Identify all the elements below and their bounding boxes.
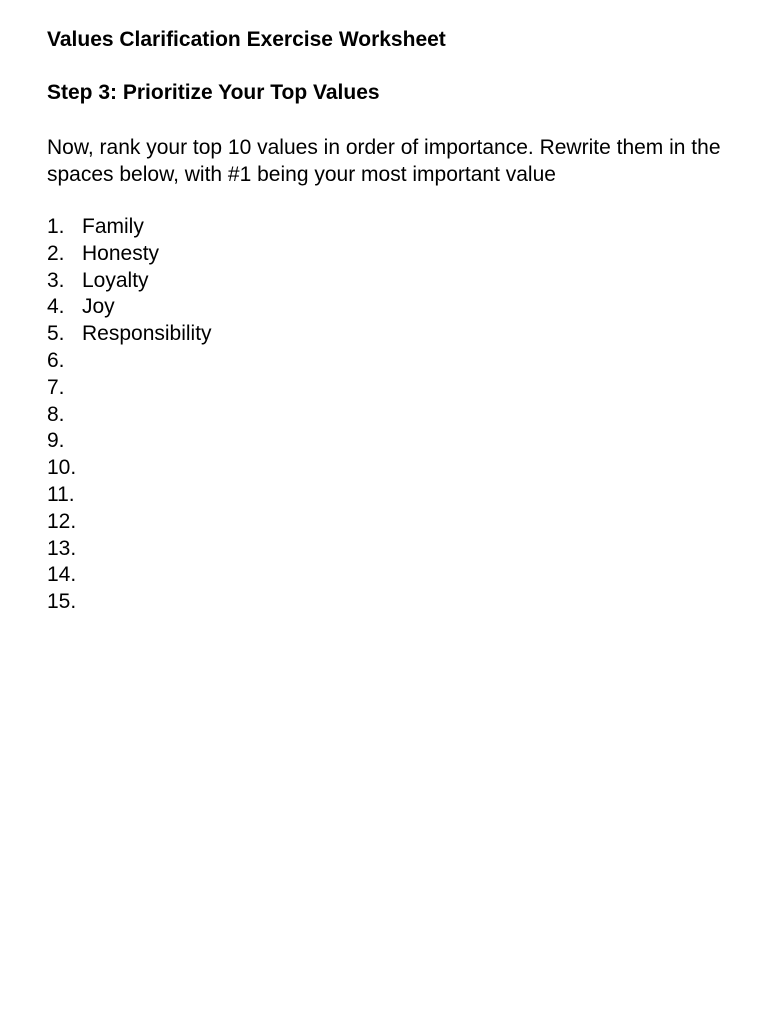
document-title: Values Clarification Exercise Worksheet bbox=[47, 28, 446, 51]
rank-number: 7. bbox=[47, 375, 65, 399]
list-item bbox=[47, 294, 212, 321]
rank-number: 3. bbox=[47, 268, 65, 292]
list-item bbox=[47, 562, 212, 589]
rank-value: Responsibility bbox=[82, 322, 212, 346]
list-item bbox=[47, 214, 212, 241]
rank-number: 13. bbox=[47, 536, 77, 560]
list-item bbox=[47, 482, 212, 509]
rank-number: 4. bbox=[47, 295, 65, 319]
rank-number: 5. bbox=[47, 322, 65, 346]
ranked-values-list bbox=[47, 214, 212, 616]
list-item bbox=[47, 375, 212, 402]
step-heading: Step 3: Prioritize Your Top Values bbox=[47, 81, 380, 104]
rank-number: 14. bbox=[47, 563, 77, 587]
list-item bbox=[47, 428, 212, 455]
list-item bbox=[47, 589, 212, 616]
list-item bbox=[47, 321, 212, 348]
rank-number: 10. bbox=[47, 456, 77, 480]
list-item bbox=[47, 348, 212, 375]
list-item bbox=[47, 402, 212, 429]
list-item bbox=[47, 455, 212, 482]
instructions-text: Now, rank your top 10 values in order of importance. Rewrite them in the spaces below, with #1 being your most important value bbox=[47, 136, 721, 186]
list-item bbox=[47, 509, 212, 536]
list-item bbox=[47, 241, 212, 268]
rank-value: Family bbox=[82, 215, 144, 238]
list-item bbox=[47, 268, 212, 295]
rank-number: 15. bbox=[47, 590, 77, 614]
rank-number: 2. bbox=[47, 241, 65, 265]
rank-number: 11. bbox=[47, 482, 75, 506]
rank-value: Joy bbox=[82, 295, 115, 319]
rank-number: 12. bbox=[47, 509, 77, 533]
list-item bbox=[47, 536, 212, 563]
rank-value: Honesty bbox=[82, 241, 160, 265]
rank-value: Loyalty bbox=[82, 268, 149, 292]
rank-number: 8. bbox=[47, 402, 65, 426]
rank-number: 6. bbox=[47, 348, 65, 372]
rank-number: 9. bbox=[47, 429, 65, 453]
rank-number: 1. bbox=[47, 215, 65, 238]
